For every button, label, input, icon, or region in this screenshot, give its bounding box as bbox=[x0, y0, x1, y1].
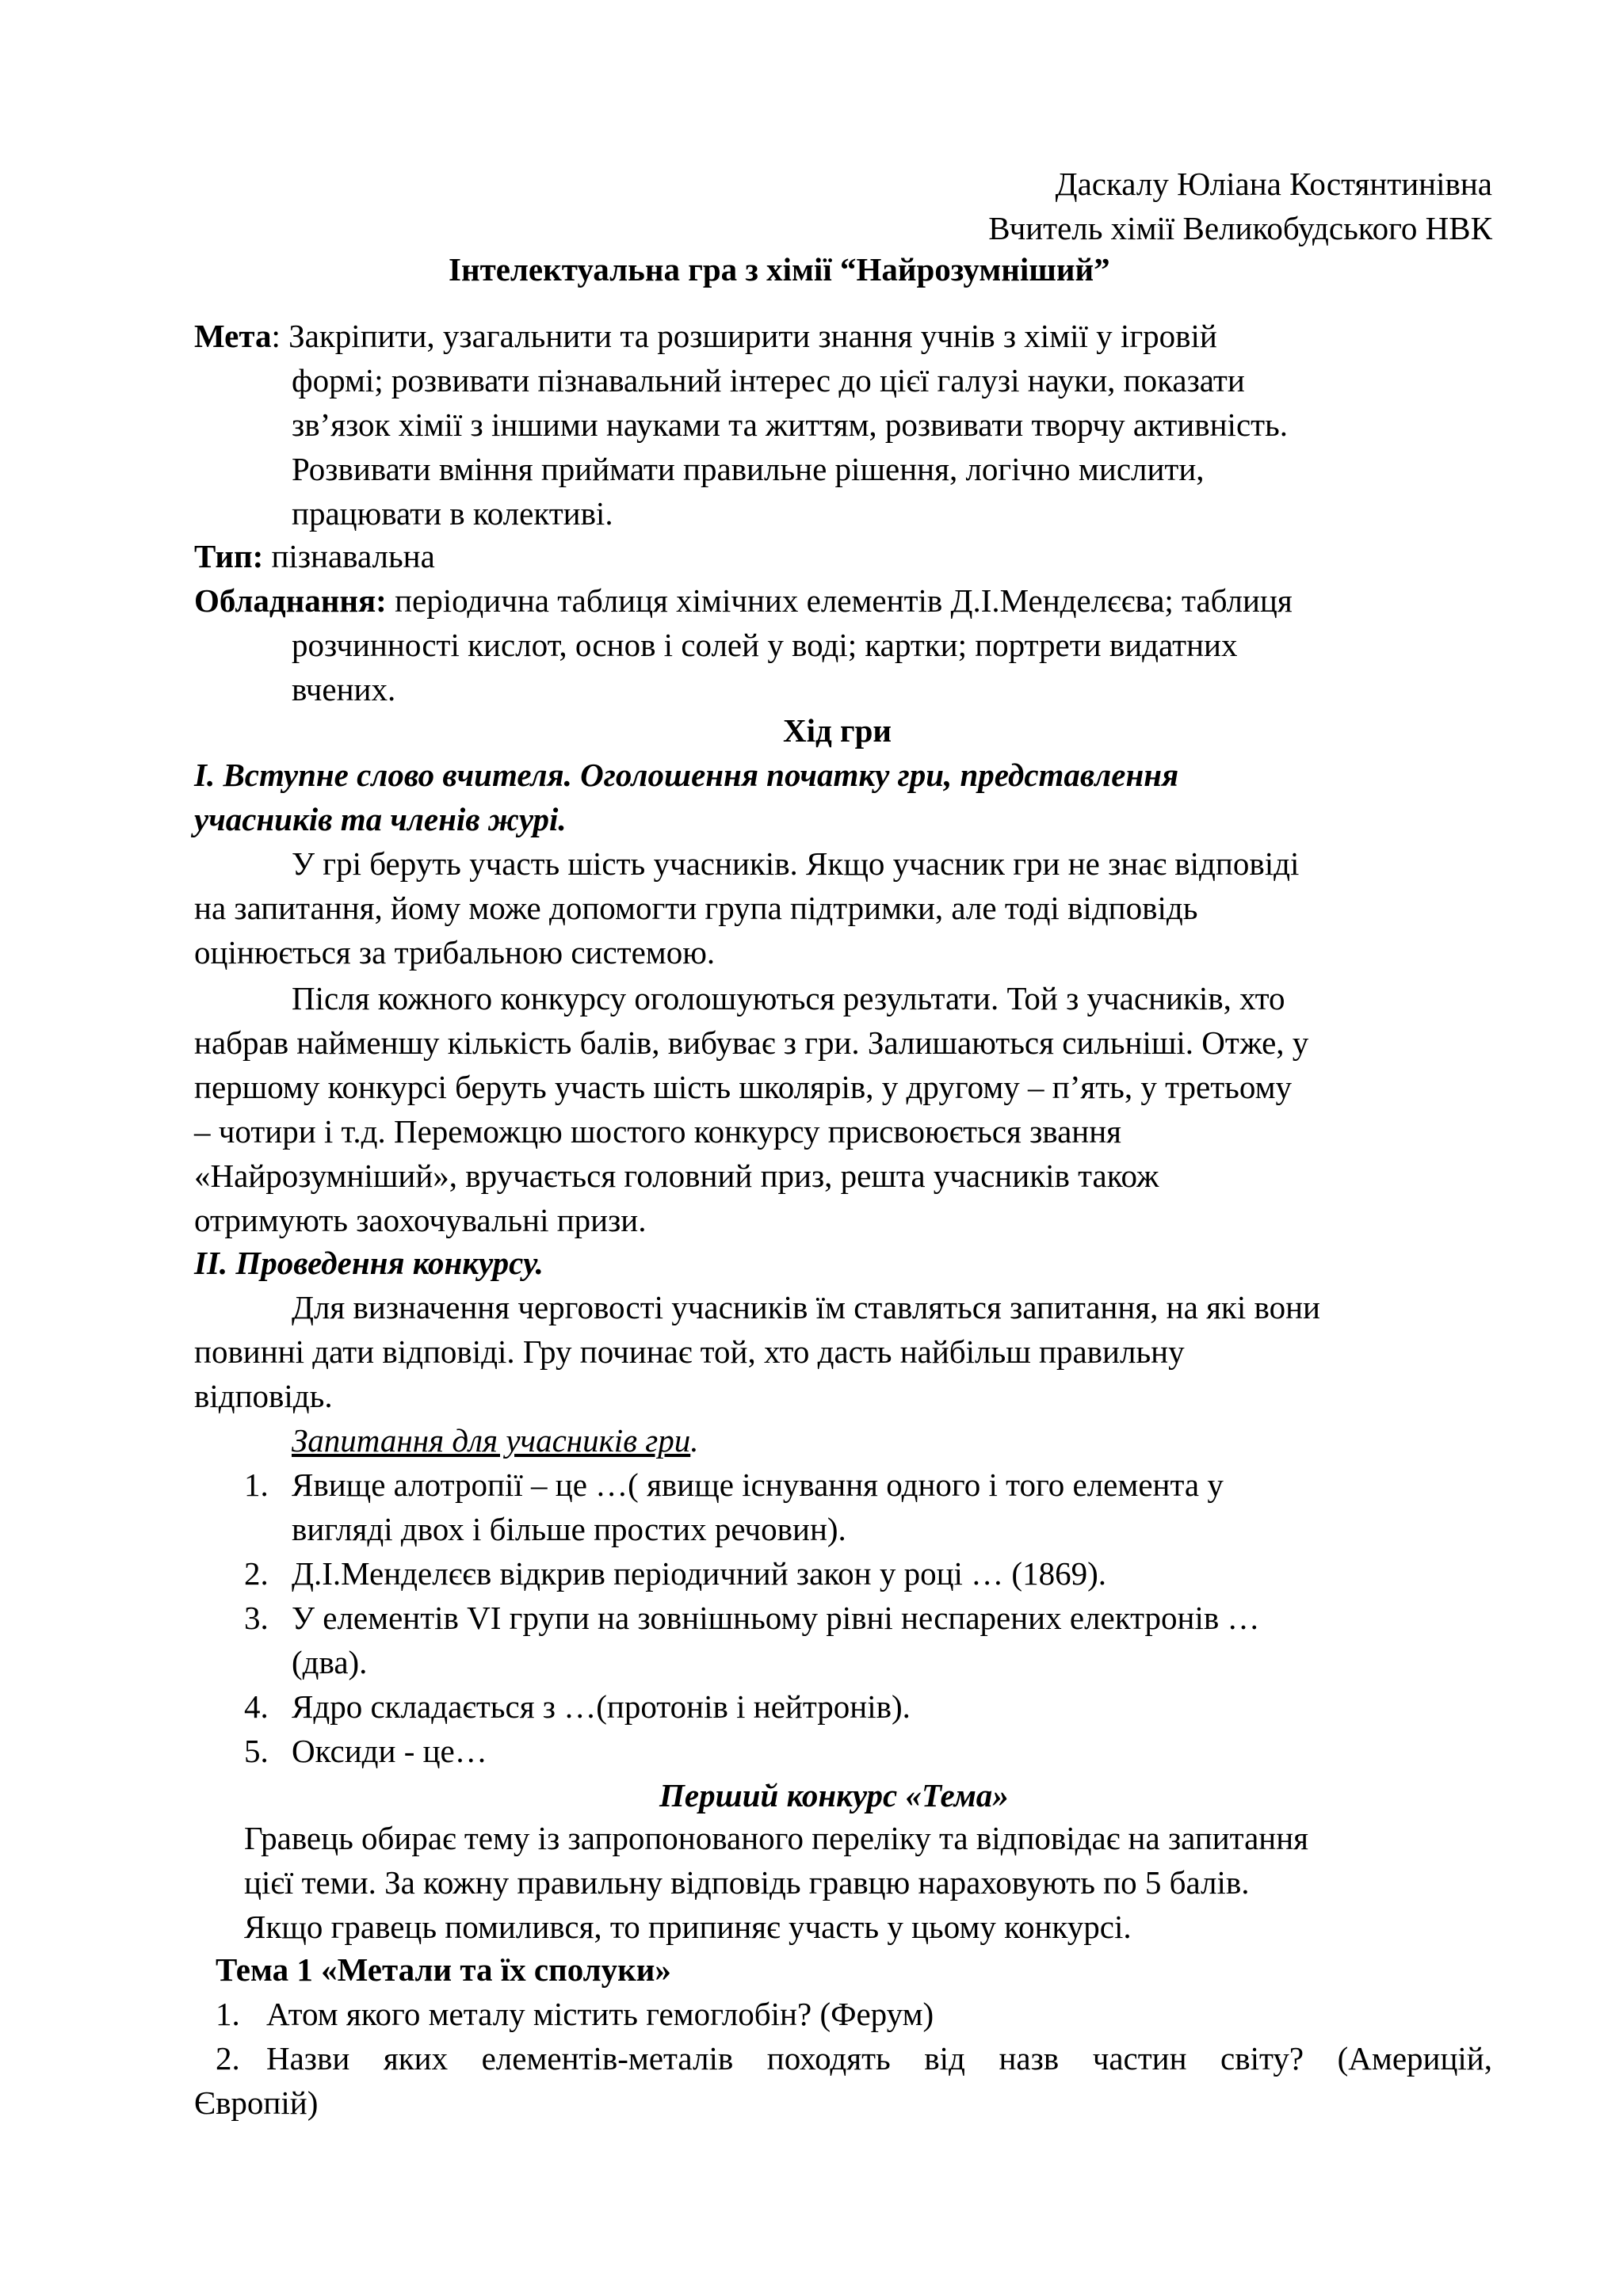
contest1-line-3: Якщо гравець помилився, то припиняє участь у цьому конкурсі. bbox=[244, 1909, 1132, 1945]
question-4-number: 4. bbox=[244, 1688, 269, 1725]
question-1-number: 1. bbox=[244, 1466, 269, 1503]
section2-p1-line-3: відповідь. bbox=[194, 1378, 333, 1414]
question-5-line-1: Оксиди - це… bbox=[292, 1733, 487, 1769]
questions-heading: Запитання для учасників гри. bbox=[292, 1422, 699, 1459]
question-5-number: 5. bbox=[244, 1733, 269, 1769]
contest1-line-2: цієї теми. За кожну правильну відповідь гравцю нараховують по 5 балів. bbox=[244, 1864, 1250, 1901]
equipment-line-1: Обладнання: періодична таблиця хімічних елементів Д.І.Менделєєва; таблиця bbox=[194, 582, 1293, 619]
author-position: Вчитель хімії Великобудського НВК bbox=[988, 210, 1492, 246]
contest1-line-1: Гравець обирає тему із запропонованого переліку та відповідає на запитання bbox=[244, 1820, 1309, 1856]
type-label: Тип: bbox=[194, 538, 264, 574]
progress-heading: Хід гри bbox=[783, 712, 892, 749]
topic1-question-1-line-1: Атом якого металу містить гемоглобін? (Ферум) bbox=[266, 1996, 934, 2032]
section2-p1-line-1: Для визначення черговості учасників їм ставляться запитання, на які вони bbox=[292, 1289, 1320, 1325]
section1-p1-line-2: на запитання, йому може допомогти група підтримки, але тоді відповідь bbox=[194, 890, 1198, 926]
section1-p2-line-2: набрав найменшу кількість балів, вибуває з гри. Залишаються сильніші. Отже, у bbox=[194, 1024, 1309, 1061]
section1-heading-line-2: учасників та членів журі. bbox=[194, 801, 567, 837]
topic1-heading: Тема 1 «Метали та їх сполуки» bbox=[216, 1951, 671, 1988]
goal-line-5: працювати в колективі. bbox=[292, 495, 613, 532]
section2-heading: ІІ. Проведення конкурсу. bbox=[194, 1245, 544, 1281]
goal-line-2: формі; розвивати пізнавальний інтерес до цієї галузі науки, показати bbox=[292, 362, 1245, 399]
topic1-question-2-number: 2. bbox=[216, 2040, 240, 2077]
goal-line-4: Розвивати вміння приймати правильне рішення, логічно мислити, bbox=[292, 451, 1205, 487]
goal-line-1: Мета: Закріпити, узагальнити та розширити знання учнів з хімії у ігровій bbox=[194, 318, 1217, 354]
question-3-number: 3. bbox=[244, 1600, 269, 1636]
question-1-line-2: вигляді двох і більше простих речовин). bbox=[292, 1511, 846, 1547]
goal-line-3: зв’язок хімії з іншими науками та життям, розвивати творчу активність. bbox=[292, 406, 1289, 443]
question-3-line-2: (два). bbox=[292, 1644, 368, 1680]
section1-p2-line-5: «Найрозумніший», вручається головний приз, решта учасників також bbox=[194, 1158, 1159, 1194]
equipment-line-3: вчених. bbox=[292, 671, 396, 707]
goal-label: Мета bbox=[194, 318, 272, 354]
author-name: Даскалу Юліана Костянтинівна bbox=[1055, 166, 1492, 202]
equipment-line-2: розчинності кислот, основ і солей у воді; картки; портрети видатних bbox=[292, 627, 1238, 663]
question-2-number: 2. bbox=[244, 1555, 269, 1592]
type-value: пізнавальна bbox=[263, 538, 435, 574]
topic1-question-2-line-2: Європій) bbox=[194, 2084, 319, 2121]
topic1-question-2-line-1: Назви яких елементів-металів походять від назв частин світу? (Америцій, bbox=[266, 2040, 1492, 2077]
contest1-heading: Перший конкурс «Тема» bbox=[659, 1777, 1009, 1814]
section1-heading-line-1: І. Вступне слово вчителя. Оголошення початку гри, представлення bbox=[194, 757, 1179, 793]
section1-p1-line-1: У грі беруть участь шість учасників. Якщо учасник гри не знає відповіді bbox=[292, 845, 1300, 882]
document-title: Інтелектуальна гра з хімії “Найрозумніший” bbox=[449, 251, 1110, 288]
section2-p1-line-2: повинні дати відповіді. Гру починає той, хто дасть найбільш правильну bbox=[194, 1333, 1185, 1370]
section1-p2-line-4: – чотири і т.д. Переможцю шостого конкурсу присвоюється звання bbox=[194, 1113, 1122, 1150]
section1-p1-line-3: оцінюється за трибальною системою. bbox=[194, 934, 716, 971]
type-line bbox=[194, 534, 435, 578]
question-1-line-1: Явище алотропії – це …( явище існування одного і того елемента у bbox=[292, 1466, 1224, 1503]
question-2-line-1: Д.І.Менделєєв відкрив періодичний закон у році … (1869). bbox=[292, 1555, 1106, 1592]
section1-p2-line-6: отримують заохочувальні призи. bbox=[194, 1202, 647, 1238]
question-3-line-1: У елементів VI групи на зовнішньому рівні неспарених електронів … bbox=[292, 1600, 1260, 1636]
equipment-label: Обладнання: bbox=[194, 582, 387, 619]
topic1-question-1-number: 1. bbox=[216, 1996, 240, 2032]
section1-p2-line-1: Після кожного конкурсу оголошуються результати. Той з учасників, хто bbox=[292, 980, 1285, 1016]
question-4-line-1: Ядро складається з …(протонів і нейтронів). bbox=[292, 1688, 911, 1725]
section1-p2-line-3: першому конкурсі беруть участь шість школярів, у другому – п’ять, у третьому bbox=[194, 1069, 1293, 1105]
